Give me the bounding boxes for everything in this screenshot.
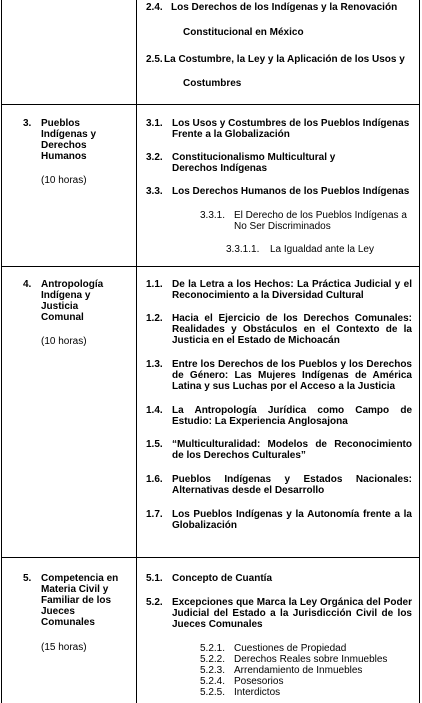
topic-number: 1.2. bbox=[146, 313, 163, 324]
unit-hours: (10 horas) bbox=[41, 175, 87, 186]
topic-title: “Multiculturalidad: Modelos de Reconocimiento de los Derechos Culturales” bbox=[172, 439, 412, 461]
topic-number: 5.2. bbox=[146, 597, 163, 608]
subtopic-title: Arrendamiento de Inmuebles bbox=[234, 665, 363, 676]
topic-number: 5.1. bbox=[146, 573, 163, 584]
topic-number: 3.2. bbox=[146, 152, 163, 163]
topic-number: 2.4. bbox=[146, 2, 163, 13]
topic-title: Hacia el Ejercicio de los Derechos Comunales: Realidades y Obstáculos en el Contexto de la Justicia en el Estado de Michoacán bbox=[172, 313, 412, 346]
topic-title: Los Derechos Humanos de los Pueblos Indígenas bbox=[172, 186, 410, 197]
unit-number: 4. bbox=[23, 279, 32, 290]
topic-title: Los Derechos de los Indígenas y la Renovación bbox=[171, 2, 398, 13]
subtopic-title: Interdictos bbox=[234, 687, 281, 698]
topic-number: 1.1. bbox=[146, 279, 163, 290]
unit-number: 5. bbox=[23, 573, 32, 584]
unit-title: Antropología Indígena y Justicia Comunal bbox=[41, 279, 104, 323]
subtopic-number: 5.2.4. bbox=[200, 676, 226, 687]
subsubtopic-title: La Igualdad ante la Ley bbox=[270, 244, 374, 255]
row-divider bbox=[1, 104, 420, 105]
topic-title: Los Pueblos Indígenas y la Autonomía frente a la Globalización bbox=[172, 509, 412, 531]
table-border-left bbox=[1, 0, 2, 703]
topic-title: La Antropología Jurídica como Campo de Estudio: La Experiencia Anglosajona bbox=[172, 405, 412, 427]
topic-title: Concepto de Cuantía bbox=[172, 573, 273, 584]
row-divider bbox=[1, 557, 420, 558]
topic-number: 3.1. bbox=[146, 118, 163, 129]
topic-number: 1.4. bbox=[146, 405, 163, 416]
subsubtopic-number: 3.3.1.1. bbox=[226, 244, 260, 255]
unit-title: Competencia en Materia Civil y Familiar de los Jueces Comunales bbox=[41, 573, 119, 628]
topic-number: 1.7. bbox=[146, 509, 163, 520]
subtopic-title: Cuestiones de Propiedad bbox=[234, 643, 347, 654]
topic-number: 1.5. bbox=[146, 439, 163, 450]
unit-title: Pueblos Indígenas y Derechos Humanos bbox=[41, 118, 97, 162]
topic-title-continued: Costumbres bbox=[183, 78, 242, 89]
topic-title-continued: Constitucional en México bbox=[183, 27, 304, 38]
subtopic-number: 5.2.5. bbox=[200, 687, 226, 698]
topic-title: Entre los Derechos de los Pueblos y los Derechos de Género: Las Mujeres Indígenas de América Latina y sus Luchas por el Acceso a la Justicia bbox=[172, 359, 412, 392]
unit-hours: (10 horas) bbox=[41, 336, 87, 347]
topic-number: 2.5. bbox=[146, 54, 163, 65]
topic-title: Los Usos y Costumbres de los Pueblos Indígenas Frente a la Globalización bbox=[172, 118, 410, 140]
table-border-right bbox=[419, 0, 420, 703]
topic-title: Excepciones que Marca la Ley Orgánica del Poder Judicial del Estado a la Jurisdicción Civil de los Jueces Comunales bbox=[172, 597, 412, 630]
subtopic-title: Derechos Reales sobre Inmuebles bbox=[234, 654, 388, 665]
unit-number: 3. bbox=[23, 118, 32, 129]
subtopic-number: 5.2.2. bbox=[200, 654, 226, 665]
topic-number: 1.3. bbox=[146, 359, 163, 370]
topic-title: La Costumbre, la Ley y la Aplicación de los Usos y bbox=[164, 54, 405, 65]
unit-hours: (15 horas) bbox=[41, 642, 87, 653]
subtopic-title: Posesorios bbox=[234, 676, 284, 687]
subtopic-number: 5.2.1. bbox=[200, 643, 226, 654]
subtopic-number: 3.3.1. bbox=[200, 210, 226, 221]
subtopic-number: 5.2.3. bbox=[200, 665, 226, 676]
topic-number: 1.6. bbox=[146, 474, 163, 485]
topic-number: 3.3. bbox=[146, 186, 163, 197]
topic-title: De la Letra a los Hechos: La Práctica Judicial y el Reconocimiento a la Diversidad Cultural bbox=[172, 279, 412, 301]
row-divider bbox=[1, 266, 420, 267]
table-column-divider bbox=[136, 0, 137, 703]
topic-title: Constitucionalismo Multicultural y Derechos Indígenas bbox=[172, 152, 336, 174]
subtopic-title: El Derecho de los Pueblos Indígenas a No Ser Discriminados bbox=[234, 210, 407, 232]
topic-title: Pueblos Indígenas y Estados Nacionales: Alternativas desde el Desarrollo bbox=[172, 474, 412, 496]
